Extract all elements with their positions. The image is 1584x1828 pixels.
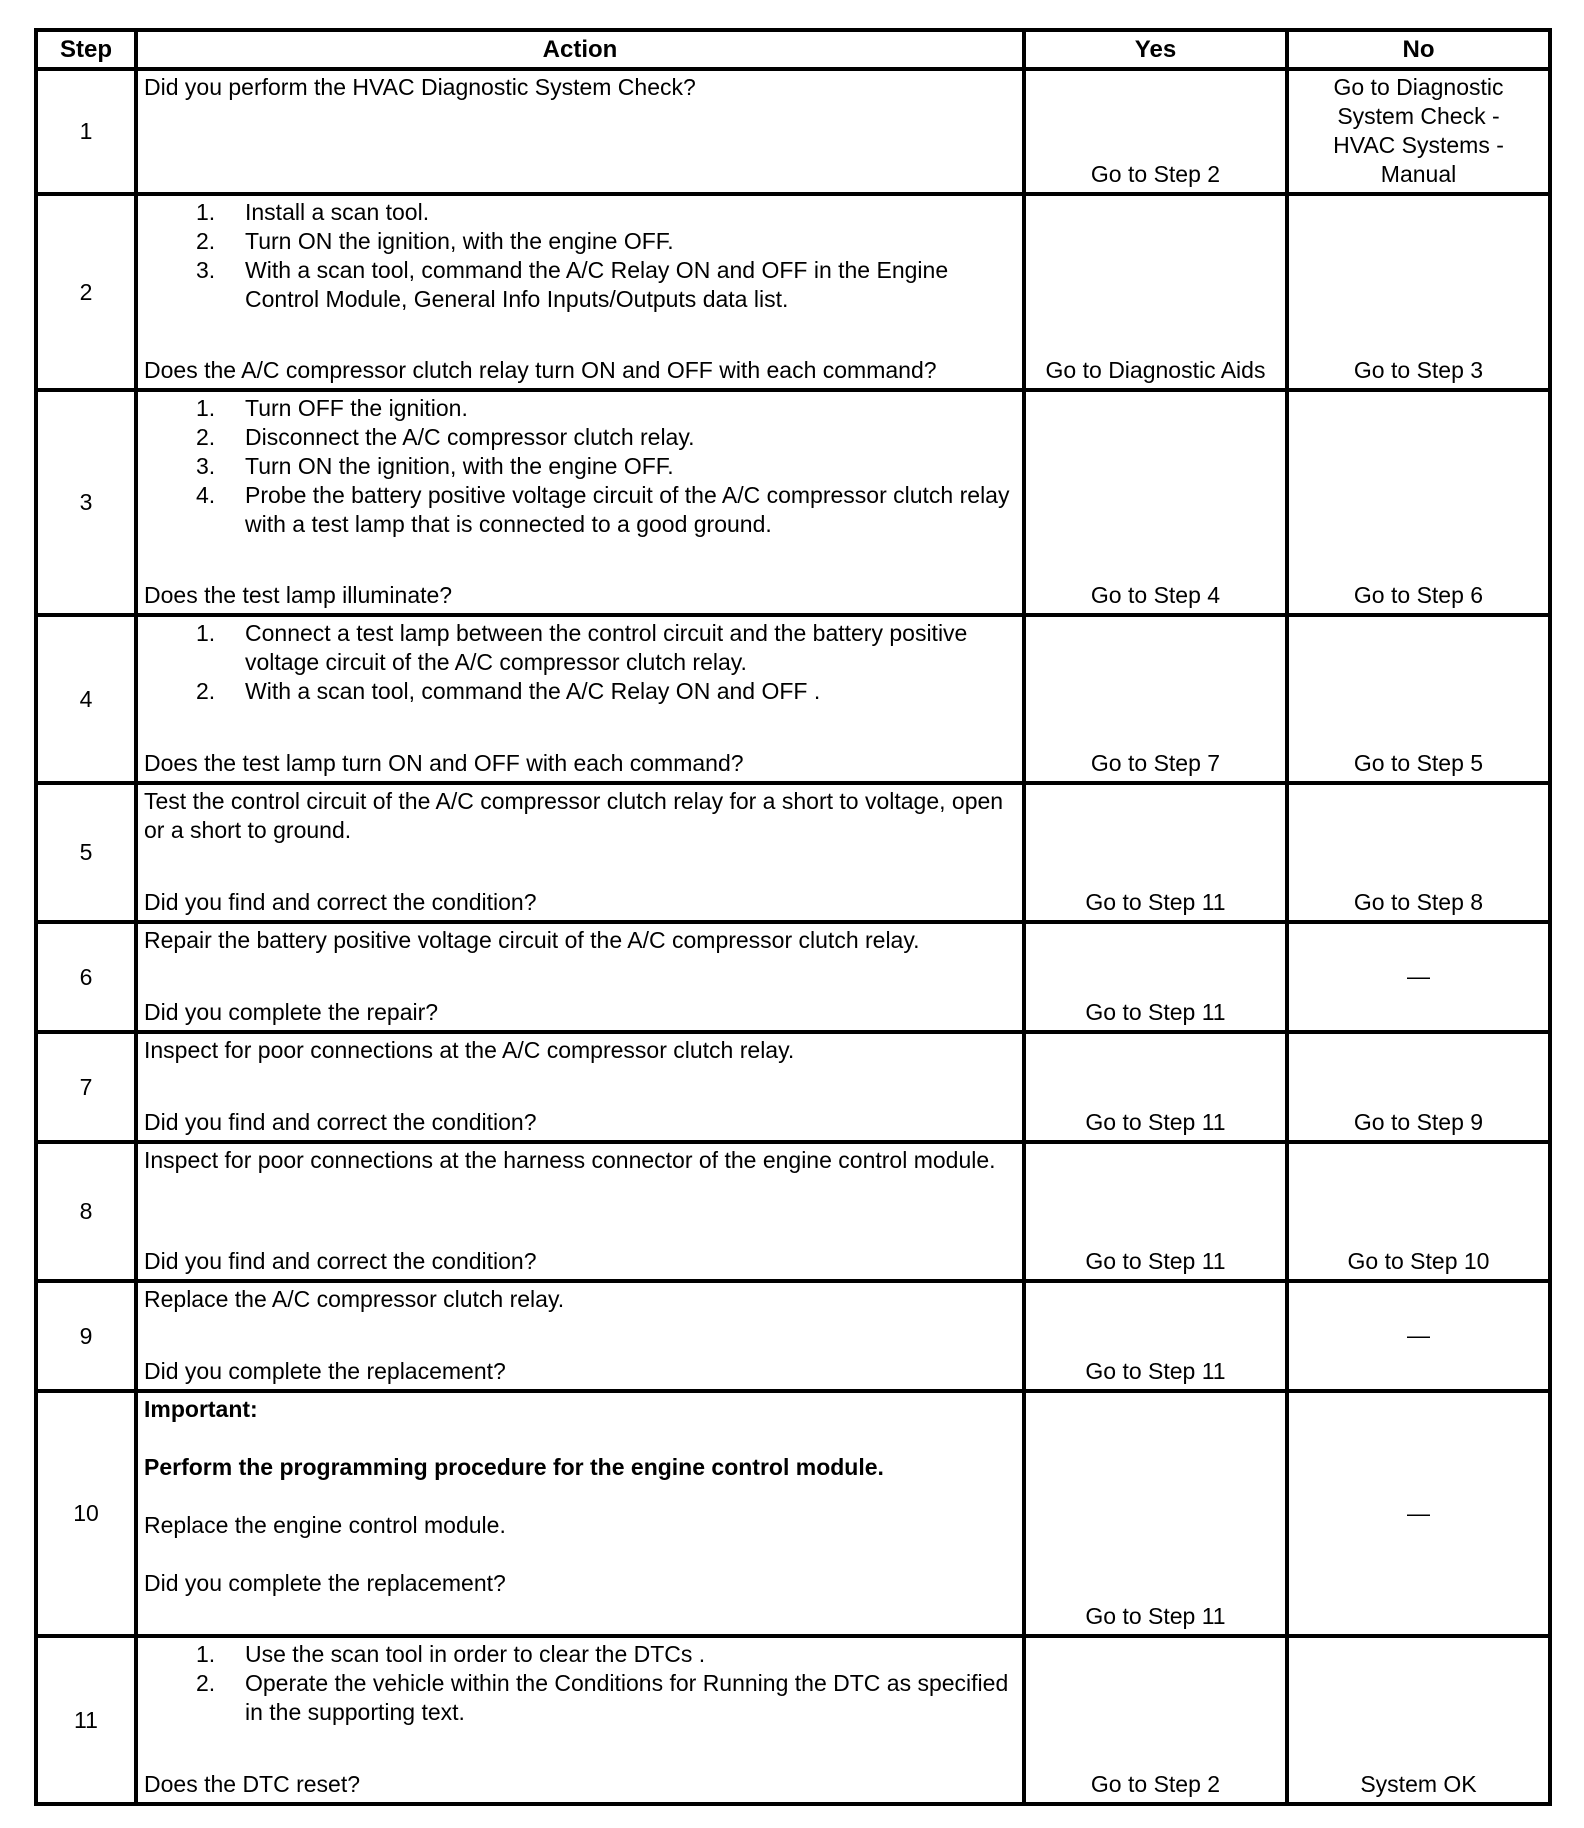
no-line: System Check -	[1337, 103, 1500, 129]
question-text: Does the test lamp turn ON and OFF with each command?	[144, 750, 744, 776]
header-no: No	[1287, 30, 1550, 69]
no-cell: —	[1287, 1391, 1550, 1636]
list-item: 3. Turn ON the ignition, with the engine OFF.	[196, 453, 674, 479]
table-row	[36, 783, 1550, 922]
table-row	[36, 390, 1550, 615]
step-number: 1	[36, 69, 136, 194]
list-item: 1. Install a scan tool.	[196, 199, 430, 225]
step-number: 6	[36, 922, 136, 1032]
question-text: Did you complete the replacement?	[144, 1358, 506, 1384]
table-row	[36, 1032, 1550, 1142]
action-text: Replace the A/C compressor clutch relay.	[144, 1286, 565, 1312]
question-text: Does the test lamp illuminate?	[144, 582, 453, 608]
action-cell	[136, 1391, 1024, 1636]
action-text: Test the control circuit of the A/C compressor clutch relay for a short to voltage, open or a short to ground.	[144, 788, 1004, 843]
yes-cell: Go to Step 2	[1024, 1636, 1287, 1804]
list-item: 2. With a scan tool, command the A/C Relay ON and OFF .	[196, 678, 821, 704]
question-text: Did you find and correct the condition?	[144, 1248, 537, 1274]
yes-cell: Go to Diagnostic Aids	[1024, 194, 1287, 390]
procedure-list	[144, 198, 1016, 314]
action-cell	[136, 69, 1024, 194]
question-text: Did you find and correct the condition?	[144, 889, 537, 915]
no-cell: Go to Step 3	[1287, 194, 1550, 390]
yes-cell: Go to Step 11	[1024, 1391, 1287, 1636]
question-text: Did you complete the replacement?	[144, 1570, 506, 1596]
table-row	[36, 1142, 1550, 1281]
table-row	[36, 1391, 1550, 1636]
diagnostic-table	[34, 28, 1552, 1806]
important-label: Important:	[144, 1396, 258, 1422]
action-cell	[136, 783, 1024, 922]
list-item: 1. Use the scan tool in order to clear the DTCs .	[196, 1641, 706, 1667]
list-item: 2. Disconnect the A/C compressor clutch relay.	[196, 424, 695, 450]
table-row	[36, 1281, 1550, 1391]
action-cell	[136, 390, 1024, 615]
procedure-list	[144, 1640, 1016, 1727]
action-cell	[136, 615, 1024, 783]
step-number: 8	[36, 1142, 136, 1281]
question-text: Did you complete the repair?	[144, 999, 439, 1025]
table-row	[36, 1636, 1550, 1804]
table-row	[36, 69, 1550, 194]
no-line: Go to Diagnostic	[1333, 74, 1504, 100]
action-cell	[136, 194, 1024, 390]
yes-cell: Go to Step 11	[1024, 1032, 1287, 1142]
action-text: Repair the battery positive voltage circuit of the A/C compressor clutch relay.	[144, 927, 920, 953]
header-row	[36, 30, 1550, 69]
step-number: 10	[36, 1391, 136, 1636]
no-cell: Go to Step 6	[1287, 390, 1550, 615]
yes-cell: Go to Step 7	[1024, 615, 1287, 783]
step-number: 3	[36, 390, 136, 615]
action-cell	[136, 922, 1024, 1032]
question-text: Did you find and correct the condition?	[144, 1109, 537, 1135]
yes-cell: Go to Step 11	[1024, 1142, 1287, 1281]
procedure-list	[144, 394, 1016, 539]
action-text: Did you perform the HVAC Diagnostic System Check?	[144, 74, 696, 100]
no-cell: Go to Step 8	[1287, 783, 1550, 922]
step-number: 2	[36, 194, 136, 390]
step-number: 5	[36, 783, 136, 922]
list-item: 1. Turn OFF the ignition.	[196, 395, 468, 421]
question-text: Does the DTC reset?	[144, 1771, 361, 1797]
list-item: 3. With a scan tool, command the A/C Relay ON and OFF in the Engine Control Module, General Info Inputs/Outputs data list.	[196, 257, 949, 312]
no-cell	[1287, 69, 1550, 194]
no-line: HVAC Systems -	[1333, 132, 1504, 158]
table-row	[36, 194, 1550, 390]
important-text: Perform the programming procedure for the engine control module.	[144, 1454, 884, 1480]
list-item: 2. Turn ON the ignition, with the engine OFF.	[196, 228, 674, 254]
list-item: 2. Operate the vehicle within the Conditions for Running the DTC as specified in the supporting text.	[196, 1670, 1009, 1725]
yes-cell: Go to Step 11	[1024, 922, 1287, 1032]
no-cell: Go to Step 9	[1287, 1032, 1550, 1142]
header-action: Action	[136, 30, 1024, 69]
action-cell	[136, 1636, 1024, 1804]
question-text: Does the A/C compressor clutch relay turn ON and OFF with each command?	[144, 357, 937, 383]
no-line: Manual	[1380, 161, 1457, 187]
step-number: 7	[36, 1032, 136, 1142]
step-number: 4	[36, 615, 136, 783]
header-step: Step	[36, 30, 136, 69]
no-cell: Go to Step 10	[1287, 1142, 1550, 1281]
no-cell: System OK	[1287, 1636, 1550, 1804]
step-number: 11	[36, 1636, 136, 1804]
no-cell: Go to Step 5	[1287, 615, 1550, 783]
yes-cell: Go to Step 2	[1024, 69, 1287, 194]
action-text: Inspect for poor connections at the harness connector of the engine control module.	[144, 1147, 996, 1173]
step-number: 9	[36, 1281, 136, 1391]
action-text: Inspect for poor connections at the A/C compressor clutch relay.	[144, 1037, 795, 1063]
yes-cell: Go to Step 4	[1024, 390, 1287, 615]
no-cell: —	[1287, 1281, 1550, 1391]
yes-cell: Go to Step 11	[1024, 1281, 1287, 1391]
procedure-list	[144, 619, 1016, 706]
action-cell	[136, 1032, 1024, 1142]
action-text: Replace the engine control module.	[144, 1512, 506, 1538]
table-row	[36, 615, 1550, 783]
action-cell	[136, 1142, 1024, 1281]
list-item: 4. Probe the battery positive voltage circuit of the A/C compressor clutch relay with a test lamp that is connected to a good ground.	[196, 482, 1010, 537]
header-yes: Yes	[1024, 30, 1287, 69]
yes-cell: Go to Step 11	[1024, 783, 1287, 922]
no-cell: —	[1287, 922, 1550, 1032]
action-cell	[136, 1281, 1024, 1391]
list-item: 1. Connect a test lamp between the control circuit and the battery positive voltage circuit of the A/C compressor clutch relay.	[196, 620, 968, 675]
table-row	[36, 922, 1550, 1032]
